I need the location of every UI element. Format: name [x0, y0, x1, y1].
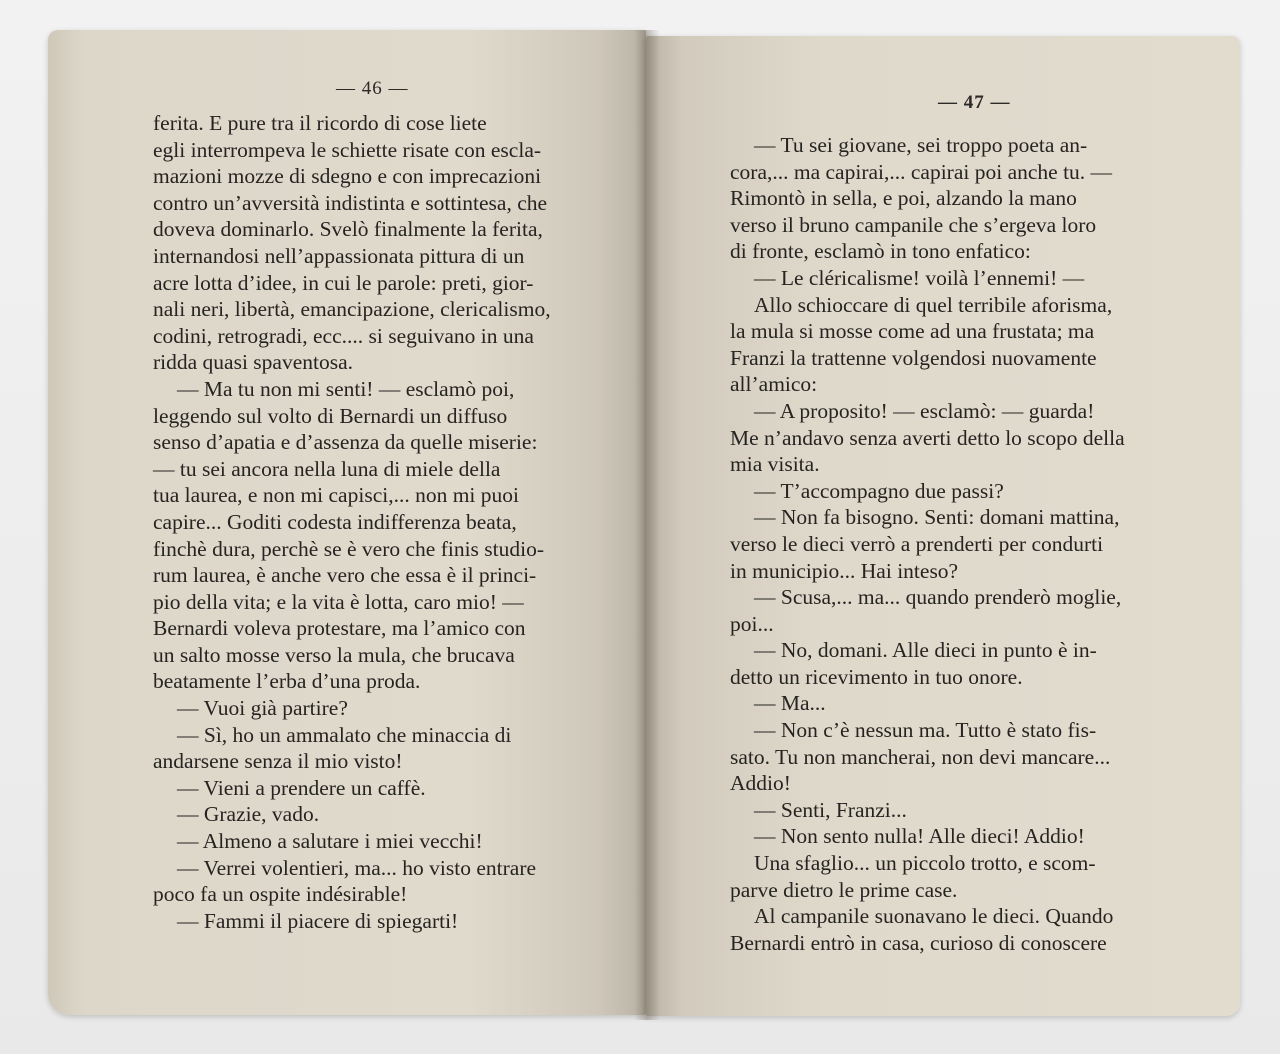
text-line: pio della vita; e la vita è lotta, caro mio! — [153, 589, 524, 614]
text-line: nali neri, libertà, emancipazione, clericalismo, [153, 297, 551, 322]
text-line: egli interrompeva le schiette risate con escla- [153, 137, 542, 162]
text-line: poi... [730, 611, 774, 636]
text-line: senso d’apatia e d’assenza da quelle miserie: [153, 430, 538, 455]
text-line: Al campanile suonavano le dieci. Quando [754, 904, 1114, 929]
right-page [646, 36, 1240, 1016]
text-line: — Senti, Franzi... [754, 797, 907, 822]
text-line: — T’accompagno due passi? [754, 478, 1004, 503]
text-line: Allo schioccare di quel terribile aforisma, [754, 292, 1113, 317]
text-line: verso le dieci verrò a prenderti per condurti [730, 531, 1104, 556]
text-line: sato. Tu non mancherai, non devi mancare... [730, 744, 1111, 769]
text-line: ferita. E pure tra il ricordo di cose liete [153, 111, 487, 135]
text-line: la mula si mosse come ad una frustata; ma [730, 319, 1095, 344]
text-line: — tu sei ancora nella luna di miele della [153, 456, 501, 481]
text-line: — Tu sei giovane, sei troppo poeta an- [754, 133, 1088, 157]
text-line: — Non c’è nessun ma. Tutto è stato fis- [754, 718, 1097, 743]
text-line: contro un’avversità indistinta e sottintesa, che [153, 190, 548, 215]
text-line: all’amico: [730, 372, 818, 397]
text-line: — Scusa,... ma... quando prenderò moglie, [754, 585, 1122, 610]
text-line: detto un ricevimento in tuo onore. [730, 664, 1023, 689]
text-line: doveva dominarlo. Svelò finalmente la ferita, [153, 217, 543, 242]
text-line: poco fa un ospite indésirable! [153, 882, 408, 907]
text-line: Addio! [730, 771, 791, 796]
text-line: — Ma tu non mi senti! — esclamò poi, [177, 376, 515, 401]
text-line: beatamente l’erba d’una proda. [153, 669, 421, 694]
text-line: internandosi nell’appassionata pittura di un [153, 243, 525, 268]
text-line: verso il bruno campanile che s’ergeva loro [730, 212, 1097, 237]
text-line: finchè dura, perchè se è vero che finis studio- [153, 536, 545, 561]
text-line: Bernardi entrò in casa, curioso di conoscere [730, 930, 1107, 955]
text-line: — Non fa bisogno. Senti: domani mattina, [754, 505, 1120, 530]
right-page-number: — 47 — [938, 92, 1011, 113]
text-line: ridda quasi spaventosa. [153, 350, 354, 375]
text-line: mazioni mozze di sdegno e con imprecazioni [153, 164, 542, 189]
text-line: mia visita. [730, 452, 820, 477]
text-line: — No, domani. Alle dieci in punto è in- [754, 638, 1097, 663]
text-line: — Almeno a salutare i miei vecchi! [177, 829, 483, 854]
text-line: codini, retrogradi, ecc.... si seguivano in una [153, 323, 534, 348]
text-line: — Non sento nulla! Alle dieci! Addio! [754, 824, 1085, 849]
right-page-text [730, 132, 1200, 956]
text-line: — Le cléricalisme! voilà l’ennemi! — [754, 265, 1085, 290]
open-book [48, 30, 1240, 1015]
text-line: leggendo sul volto di Bernardi un diffuso [153, 403, 508, 428]
text-line: capire... Goditi codesta indifferenza beata, [153, 509, 517, 534]
left-page [48, 30, 646, 1015]
text-line: — Verrei volentieri, ma... ho visto entrare [177, 855, 537, 880]
text-line: in municipio... Hai inteso? [730, 558, 959, 583]
text-line: andarsene senza il mio visto! [153, 749, 403, 774]
text-line: Rimontò in sella, e poi, alzando la mano [730, 186, 1077, 211]
text-line: rum laurea, è anche vero che essa è il princi- [153, 563, 537, 588]
text-line: Una sfaglio... un piccolo trotto, e scom- [754, 851, 1096, 876]
text-line: acre lotta d’idee, in cui le parole: preti, gior- [153, 270, 534, 295]
text-line: di fronte, esclamò in tono enfatico: [730, 239, 1031, 264]
text-line: un salto mosse verso la mula, che brucava [153, 642, 515, 667]
text-line: — Fammi il piacere di spiegarti! [177, 908, 459, 933]
left-page-number: — 46 — [336, 78, 409, 99]
text-line: — Sì, ho un ammalato che minaccia di [177, 722, 512, 747]
text-line: Franzi la trattenne volgendosi nuovamente [730, 345, 1097, 370]
text-line: — Vuoi già partire? [177, 696, 348, 721]
text-line: — Ma... [754, 691, 826, 716]
text-line: — Vieni a prendere un caffè. [177, 775, 426, 800]
text-line: Me n’andavo senza averti detto lo scopo della [730, 425, 1125, 450]
left-page-text [153, 110, 613, 934]
text-line: parve dietro le prime case. [730, 877, 958, 902]
text-line: — Grazie, vado. [177, 802, 320, 827]
text-line: — A proposito! — esclamò: — guarda! [754, 398, 1095, 423]
text-line: cora,... ma capirai,... capirai poi anche tu. — [730, 159, 1113, 184]
text-line: Bernardi voleva protestare, ma l’amico con [153, 616, 526, 641]
text-line: tua laurea, e non mi capisci,... non mi puoi [153, 483, 520, 508]
